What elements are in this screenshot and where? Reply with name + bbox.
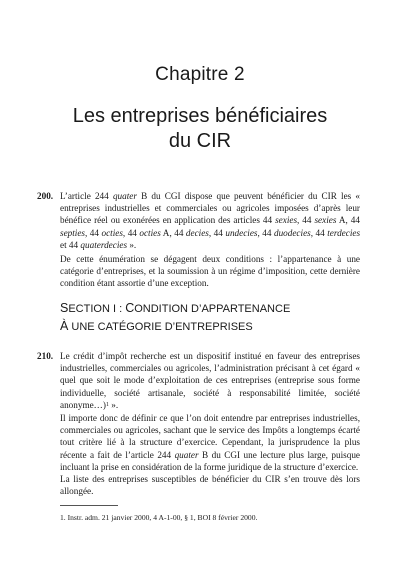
paragraph-number-210: 210. (37, 351, 54, 361)
chapter-title-line-1: Les entreprises bénéficiaires (72, 105, 328, 127)
footnote: 1. Instr. adm. 21 janvier 2000, 4 A-1-00, § 1, BOI 8 février 2000. (60, 513, 258, 522)
chapter-title-line-2: du CIR (168, 130, 232, 152)
section-heading-line-2: À UNE CATÉGORIE D’ENTREPRISES (60, 319, 253, 333)
chapter-label: Chapitre 2 (155, 64, 245, 85)
paragraph-210-text: Le crédit d’impôt recherche est un dispositif institué en faveur des entreprises industrielles, commerciales ou agricoles, l’administration précisant à cet égard « quel que soit le mode d’exploitation de ces entreprises (entreprise sous forme individuelle, société artisanale, société à responsabilité limitée, société anonyme…)$^1$ ». (60, 351, 360, 410)
paragraph-200 (60, 190, 360, 290)
footnote-reference: 1 (105, 401, 109, 408)
footnote-divider (60, 505, 118, 506)
paragraph-210 (60, 350, 360, 497)
paragraph-number-200: 200. (37, 191, 54, 201)
paragraph-210-continuation: Il importe donc de définir ce que l’on doit entendre par entreprises industrielles, commerciales ou agricoles, sachant que le service des Impôts a longtemps écarté tout critère lié à la structure d’exercice. Cependant, la jurisprudence la plus récente a fait de l’article 244 quater B du CGI une lecture plus large, puisque incluant la prise en considération de la forme juridique de la structure d’exercice. (60, 413, 360, 472)
paragraph-200-continuation: De cette énumération se dégagent deux conditions : l’appartenance à une catégorie d’entreprises, et la soumission à un régime d’imposition, cette dernière condition étant assortie d’une exception. (60, 254, 360, 289)
paragraph-210-final: La liste des entreprises susceptibles de bénéficier du CIR s’en trouve dès lors allongée. (60, 474, 360, 497)
section-heading-line-1: SECTION I : CONDITION D’APPARTENANCE (60, 301, 291, 315)
chapter-title (0, 104, 400, 154)
paragraph-200-text: L’article 244 quater B du CGI dispose que peuvent bénéficier du CIR les « entreprises industrielles et commerciales ou agricoles imposées d’après leur bénéfice réel ou exonérées en application des articles 44 sexies, 44 sexies A, 44 septies, 44 octies, 44 octies A, 44 decies, 44 undecies, 44 duodecies, 44 terdecies et 44 quaterdecies ». (60, 191, 361, 250)
section-heading (60, 300, 360, 336)
